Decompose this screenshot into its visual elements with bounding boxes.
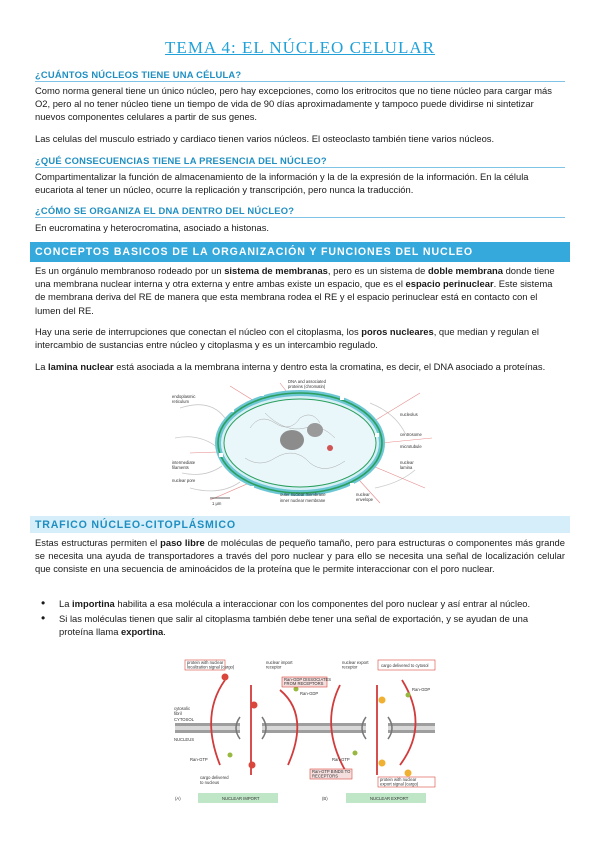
paragraph-nuclear-lamina: La lamina nuclear está asociada a la membrana interna y dentro esta la cromatina, es decir, el DNA asociado a proteínas. [35, 361, 546, 372]
label-nucleus: NUCLEUS [174, 737, 195, 742]
paragraph-dna-organization: En eucromatina y heterocromatina, asociado a histonas. [35, 222, 269, 233]
label-envelope-2: envelope [356, 497, 373, 502]
label-binds-receptors: Ran-GTP BINDS TO [312, 769, 351, 774]
label-panel-b: (B) [322, 796, 328, 801]
label-nuclear-export: NUCLEAR EXPORT [370, 796, 409, 801]
label-import-rangtp: Ran-GTP [190, 757, 208, 762]
label-chromatin-2: proteins (chromatin) [288, 384, 326, 389]
label-outer-membrane: outer nuclear membrane [280, 492, 326, 497]
paragraph-consequences: Compartimentalizar la función de almacenamiento de la información y la de la expresión de la información. En la célula eucariota al tener un núcleo, ocurre la replicación y transcripción, pero nunca la traducción. [35, 171, 529, 196]
paragraph-membrane-system: Es un orgánulo membranoso rodeado por un sistema de membranas, pero es un sistema de doble membrana donde tiene una membrana nuclear interna y otra externa y entre ambas existe un espacio, que es el espacio perinuclear. Este sistema de membrana deriva del RE de manera que esta membrana rodea el RE y el espacio perinuclear está en contacto con el lumen del RE. [35, 265, 555, 316]
nucleus-diagram [170, 378, 440, 508]
import-panel [174, 660, 331, 803]
label-cargo-to-nucleus-2: to nucleus [200, 780, 220, 785]
question-heading-consequences: ¿QUÉ CONSECUENCIAS TIENE LA PRESENCIA DEL NÚCLEO? [35, 155, 327, 166]
section-heading-traffic: TRAFICO NÚCLEO-CITOPLÁSMICO [35, 519, 236, 531]
label-import-cargo: protein with nuclear [187, 660, 224, 665]
label-centrosome: centrosome [400, 432, 422, 437]
label-er-2: reticulum [172, 399, 189, 404]
traffic-bullet-list [35, 597, 565, 641]
label-pore: nuclear pore [172, 478, 196, 483]
label-cytosolic-fibril-2: fibril [174, 711, 182, 716]
paragraph-nuclear-pores: Hay una serie de interrupciones que conectan el núcleo con el citoplasma, los poros nucleares, que median y regulan el intercambio de sustancias entre núcleo y citoplasma y es un intercambio regulado. [35, 326, 539, 351]
label-export-rangtp: Ran-GTP [332, 757, 350, 762]
label-export-cargo: protein with nuclear [380, 777, 417, 782]
label-nuclear-import: NUCLEAR IMPORT [222, 796, 260, 801]
label-chromatin: DNA and associated [288, 379, 326, 384]
label-cargo-to-cytosol: cargo delivered to cytosol [381, 663, 429, 668]
label-lamina-2: lamina [400, 465, 413, 470]
label-import-receptor: nuclear import [266, 660, 293, 665]
bullet-importina: • La importina habilita a esa molécula a interaccionar con los componentes del poro nuclear y así entrar al núcleo. [35, 597, 565, 610]
question-heading-dna-organization: ¿CÓMO SE ORGANIZA EL DNA DENTRO DEL NÚCLEO? [35, 205, 295, 216]
bullet-exportina: • Si las moléculas tienen que salir al citoplasma también debe tener una señal de exportación, y se ayudan de una proteína llama exportina. [35, 612, 565, 638]
nuclear-transport-diagram [170, 655, 580, 810]
label-export-receptor-2: receptor [342, 664, 358, 670]
label-nucleolus: nucleolus [400, 412, 418, 417]
label-import-rangdp: Ran-GDP [300, 691, 319, 696]
label-binds-receptors-2: RECEPTORS [312, 773, 338, 779]
paragraph-multinucleate: Las celulas del musculo estriado y cardiaco tienen varios núcleos. El osteoclasto también tiene varios núcleos. [35, 133, 495, 144]
label-envelope: nuclear [356, 492, 370, 497]
section-band-concepts [30, 242, 570, 262]
label-scale: 1 μm [212, 501, 222, 506]
label-microtubule: microtubule [400, 444, 422, 449]
label-export-receptor: nuclear export [342, 660, 369, 665]
label-lamina: nuclear [400, 460, 414, 465]
label-dissociates: Ran-GDP DISSOCIATES [284, 677, 332, 682]
heading-underline [35, 167, 565, 168]
label-inner-membrane: inner nuclear membrane [280, 498, 326, 503]
label-cytosol: CYTOSOL [174, 717, 194, 722]
label-er: endoplasmic [172, 394, 196, 399]
label-panel-a: (A) [175, 796, 181, 801]
section-band-traffic [30, 516, 570, 533]
page-title: TEMA 4: EL NÚCLEO CELULAR [165, 38, 435, 57]
label-dissociates-2: FROM RECEPTORS [284, 681, 324, 686]
label-export-cargo-2: export signal (cargo) [380, 781, 419, 787]
label-cytosolic-fibril: cytosolic [174, 706, 191, 711]
section-heading-concepts: CONCEPTOS BASICOS DE LA ORGANIZACIÓN Y FUNCIONES DEL NUCLEO [35, 246, 474, 258]
paragraph-nucleus-count: Como norma general tiene un único núcleo, pero hay excepciones, como los eritrocitos que no tiene núcleo para cargar más O2, pero al no tener núcleo tiene un tiempo de vida de 90 días aproximadamente y tampoco puede dividirse ni sintetizar nuevos componentes celulares a partir de sus genes. [35, 85, 552, 123]
label-intermediate: intermediate [172, 460, 196, 465]
paragraph-traffic: Estas estructuras permiten el paso libre de moléculas de pequeño tamaño, pero para estructuras o componentes más grande se necesita una ayuda de transportadores a través del poro nuclear y para ello se necesita una señal de localización celular que consiste en una secuencia de aminoácidos de la proteína que le permite interaccionar con el poro nuclear. [35, 537, 565, 575]
label-intermediate-2: filaments [172, 465, 189, 470]
question-heading-nucleus-count: ¿CUÁNTOS NÚCLEOS TIENE UNA CÉLULA? [35, 69, 242, 80]
label-import-cargo-2: localization signal (cargo) [187, 664, 235, 670]
heading-underline [35, 81, 565, 82]
label-cargo-to-nucleus: cargo delivered [200, 775, 229, 780]
label-import-receptor-2: receptor [266, 664, 282, 670]
label-export-rangdp: Ran-GDP [412, 687, 431, 692]
heading-underline [35, 217, 565, 218]
